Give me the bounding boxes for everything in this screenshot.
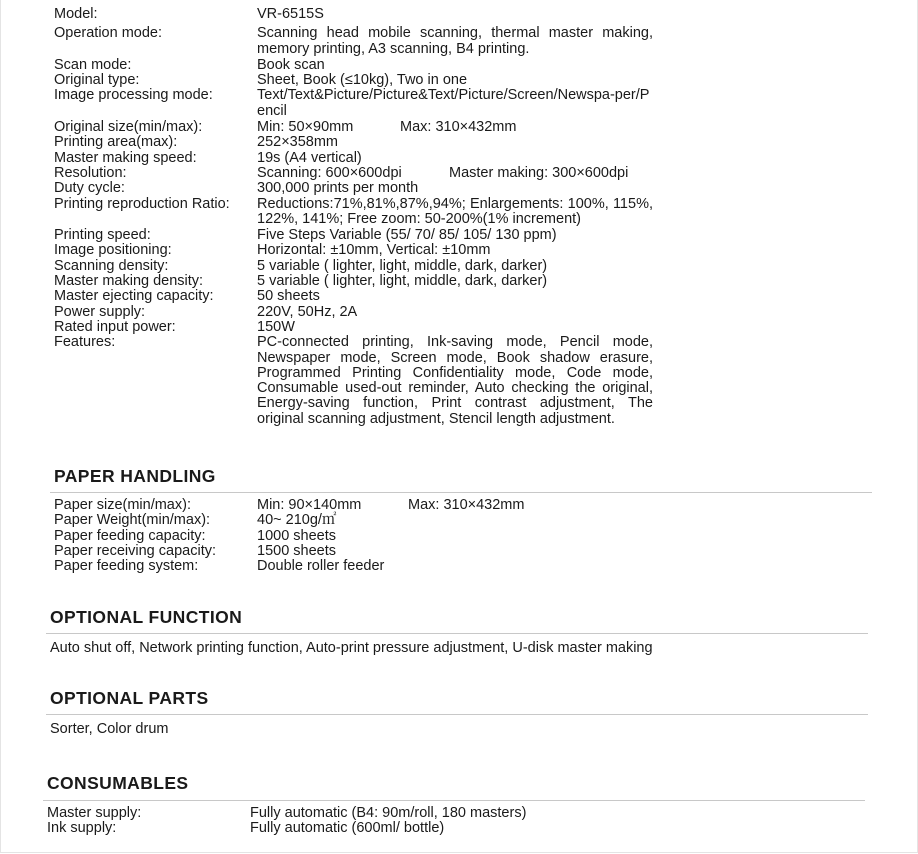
spec-label: Ink supply:	[47, 820, 117, 837]
section-divider	[50, 492, 872, 493]
spec-value: 50 sheets	[257, 288, 320, 305]
spec-value-min: Min: 50×90mm	[257, 119, 354, 136]
spec-value-scanning: Scanning: 600×600dpi	[257, 164, 402, 181]
section-divider	[46, 633, 868, 634]
spec-value: 220V, 50Hz, 2A	[257, 303, 358, 320]
spec-value: Book scan	[257, 56, 325, 73]
paper-row-receiving-capacity	[54, 544, 654, 559]
spec-label: Features:	[54, 334, 116, 351]
spec-row-features	[54, 335, 654, 427]
spec-value: Reductions:71%,81%,87%,94%; Enlargements: 100%, 115%, 122%, 141%; Free zoom: 50-200%(1% increment)	[257, 195, 653, 227]
spec-label: Master ejecting capacity:	[54, 288, 214, 305]
spec-value: 252×358mm	[257, 134, 339, 151]
spec-label: Model:	[54, 6, 98, 22]
spec-value: 150W	[257, 318, 295, 335]
consumables-row-master-supply	[47, 806, 647, 821]
spec-row-power-supply	[54, 305, 654, 320]
spec-row-rated-input-power	[54, 320, 654, 335]
spec-label: Printing speed:	[54, 227, 151, 244]
spec-row-operation-mode	[54, 26, 654, 57]
spec-row-resolution	[54, 166, 654, 181]
spec-row-printing-area	[54, 135, 654, 150]
section-divider	[43, 800, 865, 801]
section-title-consumables: CONSUMABLES	[47, 773, 189, 793]
optional-function-text: Auto shut off, Network printing function, Auto-print pressure adjustment, U-disk master making	[50, 640, 653, 656]
optional-parts-text: Sorter, Color drum	[50, 721, 169, 737]
spec-value: Text/Text&Picture/Picture&Text/Picture/Screen/Newspa-per/Pencil	[257, 87, 650, 119]
spec-label: Paper feeding capacity:	[54, 527, 206, 544]
spec-row-printing-speed	[54, 228, 654, 243]
spec-label: Duty cycle:	[54, 180, 125, 197]
spec-table	[54, 7, 654, 427]
spec-label: Rated input power:	[54, 318, 176, 335]
spec-label: Master making density:	[54, 273, 204, 290]
spec-value: Scanning head mobile scanning, thermal master making, memory printing, A3 scanning, B4 printing.	[257, 25, 653, 57]
spec-row-model	[54, 7, 654, 22]
section-title-optional-function: OPTIONAL FUNCTION	[50, 607, 243, 627]
spec-value: 5 variable ( lighter, light, middle, dark, darker)	[257, 273, 548, 290]
spec-value: 300,000 prints per month	[257, 180, 419, 197]
paper-row-size	[54, 498, 654, 513]
spec-label: Image positioning:	[54, 242, 172, 259]
spec-value: 19s (A4 vertical)	[257, 149, 362, 166]
spec-row-scanning-density	[54, 259, 654, 274]
spec-row-original-size	[54, 120, 654, 135]
spec-value-max: Max: 310×432mm	[408, 497, 525, 513]
spec-label: Operation mode:	[54, 25, 163, 42]
spec-label: Power supply:	[54, 303, 146, 320]
spec-value: 1000 sheets	[257, 527, 337, 544]
spec-label: Printing reproduction Ratio:	[54, 195, 230, 212]
spec-value: PC-connected printing, Ink-saving mode, Pencil mode, Newspaper mode, Screen mode, Book shadow erasure, Programmed Printing Confidentiality mode, Code mode, Consumable used-out reminder, Auto checking the original, Energy-saving function, Print contrast adjustment, The original scanning adjustment, Stencil length adjustment.	[257, 334, 653, 427]
spec-row-image-processing-mode	[54, 88, 654, 119]
spec-value: Double roller feeder	[257, 558, 385, 575]
spec-label: Paper Weight(min/max):	[54, 512, 211, 529]
spec-row-original-type	[54, 73, 654, 88]
spec-label: Paper feeding system:	[54, 558, 199, 575]
spec-value: VR-6515S	[257, 6, 324, 22]
paper-handling-table	[54, 498, 654, 574]
spec-label: Scanning density:	[54, 257, 169, 274]
spec-row-scan-mode	[54, 58, 654, 73]
section-divider	[46, 714, 868, 715]
spec-value: Fully automatic (600ml/ bottle)	[250, 820, 445, 837]
spec-value-master-making: Master making: 300×600dpi	[449, 164, 629, 181]
spec-row-reproduction-ratio	[54, 197, 654, 228]
spec-row-master-ejecting-capacity	[54, 289, 654, 304]
paper-row-feeding-capacity	[54, 529, 654, 544]
spec-value: 5 variable ( lighter, light, middle, dark, darker)	[257, 257, 548, 274]
spec-value-min: Min: 90×140mm	[257, 497, 362, 513]
consumables-row-ink-supply	[47, 821, 647, 836]
spec-value: 1500 sheets	[257, 542, 337, 559]
spec-row-master-making-speed	[54, 151, 654, 166]
spec-label: Image processing mode:	[54, 87, 213, 104]
spec-label: Original type:	[54, 72, 140, 89]
spec-label: Scan mode:	[54, 56, 132, 73]
spec-label: Printing area(max):	[54, 134, 178, 151]
spec-label: Master supply:	[47, 805, 142, 821]
spec-label: Original size(min/max):	[54, 119, 203, 136]
spec-value	[257, 120, 653, 135]
spec-value: Horizontal: ±10mm, Vertical: ±10mm	[257, 242, 491, 259]
paper-row-weight	[54, 513, 654, 528]
spec-value	[257, 166, 653, 181]
spec-value	[257, 498, 653, 513]
paper-row-feeding-system	[54, 559, 654, 574]
consumables-table	[47, 806, 647, 837]
spec-row-duty-cycle	[54, 181, 654, 196]
spec-row-image-positioning	[54, 243, 654, 258]
spec-label: Paper receiving capacity:	[54, 542, 216, 559]
spec-label: Paper size(min/max):	[54, 497, 191, 513]
spec-value: Sheet, Book (≤10kg), Two in one	[257, 72, 468, 89]
spec-value: 40~ 210g/㎡	[257, 512, 337, 529]
spec-row-master-making-density	[54, 274, 654, 289]
spec-label: Resolution:	[54, 164, 127, 181]
section-title-paper-handling: PAPER HANDLING	[54, 466, 216, 486]
spec-value: Five Steps Variable (55/ 70/ 85/ 105/ 130 ppm)	[257, 227, 557, 244]
spec-label: Master making speed:	[54, 149, 197, 166]
section-title-optional-parts: OPTIONAL PARTS	[50, 688, 209, 708]
spec-value: Fully automatic (B4: 90m/roll, 180 masters)	[250, 805, 527, 821]
spec-value-max: Max: 310×432mm	[400, 119, 517, 136]
